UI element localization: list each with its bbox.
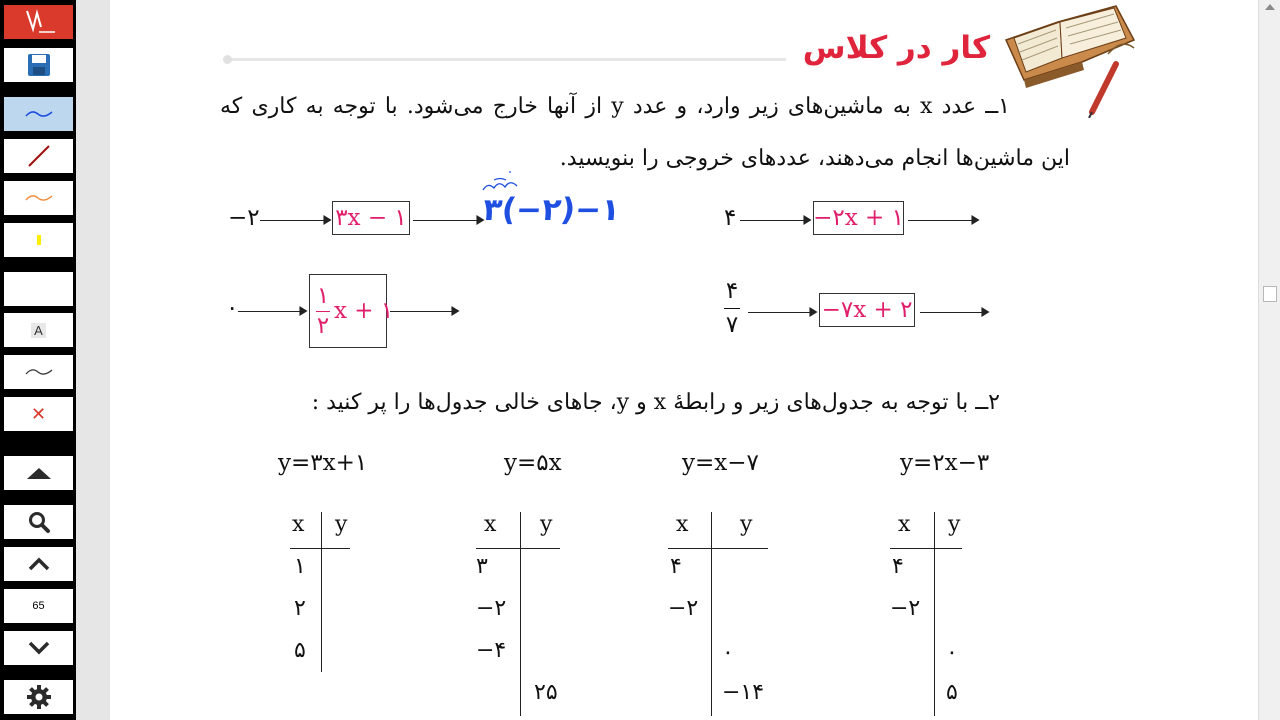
banner-title: کار در کلاس bbox=[802, 30, 990, 66]
table3-x-0: ۴ bbox=[670, 554, 682, 579]
table1-header-rule bbox=[290, 548, 350, 549]
table2-header-y: y bbox=[540, 512, 553, 537]
book-page bbox=[110, 0, 1258, 720]
table3-equation: y=x−۷ bbox=[682, 450, 759, 476]
table2-x-1: −۲ bbox=[476, 596, 507, 621]
machine4-input-num: ۴ bbox=[725, 278, 739, 304]
machine3-arrow-out bbox=[390, 311, 458, 312]
table4-y-3: ۵ bbox=[946, 680, 958, 705]
table4-header-x: x bbox=[898, 512, 911, 537]
blue-squiggle-icon bbox=[24, 106, 54, 122]
table2-y-3: ۲۵ bbox=[534, 680, 558, 705]
freehand-pen-gray-button[interactable] bbox=[4, 355, 73, 389]
machine2-input: ۴ bbox=[724, 205, 737, 231]
table2-x-0: ۳ bbox=[476, 554, 488, 579]
table2-header-rule bbox=[476, 548, 560, 549]
gray-squiggle-icon bbox=[24, 364, 54, 380]
table4-y-2: ۰ bbox=[946, 640, 958, 665]
text-highlight-icon: A bbox=[31, 323, 46, 338]
scroll-thumb[interactable] bbox=[1263, 286, 1277, 302]
machine1-input: −۲ bbox=[228, 205, 260, 231]
table4-x-0: ۴ bbox=[892, 554, 904, 579]
table1-divider bbox=[321, 512, 322, 672]
chevron-up-icon bbox=[27, 556, 51, 572]
machine4-input-bar bbox=[724, 308, 740, 309]
table1-header-y: y bbox=[335, 512, 348, 537]
table4-x-1: −۲ bbox=[890, 596, 921, 621]
machine4-box: −۷x + ۲ bbox=[819, 293, 915, 327]
pen-tool-icon[interactable] bbox=[4, 5, 73, 39]
next-page-button[interactable] bbox=[4, 631, 73, 665]
table3-x-1: −۲ bbox=[668, 596, 699, 621]
vertical-scrollbar[interactable] bbox=[1258, 0, 1280, 720]
machine4-arrow-out bbox=[920, 312, 988, 313]
triangle-up-icon bbox=[26, 466, 52, 480]
search-icon bbox=[27, 510, 51, 534]
scroll-up-icon[interactable] bbox=[1265, 4, 1275, 10]
machine4-arrow-in bbox=[748, 312, 816, 313]
table1-header-x: x bbox=[292, 512, 305, 537]
chevron-down-icon bbox=[27, 640, 51, 656]
text-highlight-button[interactable] bbox=[4, 313, 73, 347]
machine3-fraction bbox=[316, 282, 330, 339]
machine3-fraction-num: ۱ bbox=[316, 282, 330, 309]
q1-text-line2: این ماشین‌ها انجام می‌دهند، عددهای خروجی را بنویسید. bbox=[559, 146, 1070, 171]
machine3-fraction-bar bbox=[316, 311, 330, 312]
freehand-pen-orange-button[interactable] bbox=[4, 181, 73, 215]
table4-header-y: y bbox=[948, 512, 961, 537]
table4-divider bbox=[934, 512, 935, 716]
table3-header-x: x bbox=[676, 512, 689, 537]
table3-header-y: y bbox=[740, 512, 753, 537]
machine2-box: −۲x + ۱ bbox=[813, 201, 904, 235]
banner-rule bbox=[226, 58, 786, 61]
page-number: 65 bbox=[32, 600, 45, 612]
table1-x-2: ۵ bbox=[294, 638, 306, 663]
machine3-formula-rest: x + ۱ bbox=[334, 298, 394, 324]
open-book-icon bbox=[996, 0, 1136, 118]
table3-header-rule bbox=[668, 548, 768, 549]
save-icon bbox=[26, 52, 52, 78]
close-icon: ✕ bbox=[30, 403, 47, 425]
machine3-input: ۰ bbox=[226, 295, 239, 321]
banner-rule-dot bbox=[223, 55, 232, 64]
table1-x-0: ۱ bbox=[294, 554, 306, 579]
search-button[interactable] bbox=[4, 505, 73, 539]
eraser-button[interactable] bbox=[4, 272, 73, 306]
machine2-arrow-out bbox=[908, 220, 978, 221]
table3-y-2: ۰ bbox=[722, 640, 734, 665]
orange-squiggle-icon bbox=[24, 190, 54, 206]
red-line-icon bbox=[24, 143, 54, 169]
table2-equation: y=۵x bbox=[504, 450, 562, 476]
machine1-box: ۳x − ۱ bbox=[332, 201, 410, 235]
machine1-arrow-out bbox=[413, 220, 483, 221]
table4-header-rule bbox=[890, 548, 962, 549]
machine3-arrow-in bbox=[238, 311, 306, 312]
table4-equation: y=۲x−۳ bbox=[900, 450, 990, 476]
settings-button[interactable] bbox=[4, 680, 73, 714]
clear-annotations-button[interactable] bbox=[4, 397, 73, 431]
handwritten-scribble bbox=[480, 168, 540, 194]
machine2-arrow-in bbox=[740, 220, 810, 221]
go-top-button[interactable] bbox=[4, 456, 73, 490]
machine4-input-den: ۷ bbox=[725, 312, 739, 338]
annotation-toolbar bbox=[0, 0, 76, 720]
line-tool-button[interactable] bbox=[4, 139, 73, 173]
q2-title: ۲ــ با توجه به جدول‌های زیر و رابطهٔ x و y، جاهای خالی جدول‌ها را پر کنید : bbox=[311, 390, 1000, 415]
table2-divider bbox=[520, 512, 521, 716]
left-gutter bbox=[76, 0, 110, 720]
previous-page-button[interactable] bbox=[4, 547, 73, 581]
save-button[interactable] bbox=[4, 48, 73, 82]
q1-text-line1: ۱ــ عدد x به ماشین‌های زیر وارد، و عدد y از آنها خارج می‌شود. با توجه به کاری که bbox=[220, 94, 1010, 119]
table2-x-2: −۴ bbox=[476, 638, 507, 663]
freehand-pen-blue-button[interactable] bbox=[4, 97, 73, 131]
machine4-input bbox=[724, 280, 740, 337]
table1-equation: y=۳x+۱ bbox=[278, 450, 368, 476]
machine3-fraction-den: ۲ bbox=[316, 312, 330, 339]
pen-logo-icon bbox=[19, 7, 59, 37]
handwritten-answer: ۳(−۲)−۱ bbox=[481, 192, 622, 228]
table3-y-3: −۱۴ bbox=[722, 680, 765, 705]
table3-divider bbox=[711, 512, 712, 716]
table1-x-1: ۲ bbox=[294, 596, 306, 621]
machine1-arrow-in bbox=[260, 220, 330, 221]
table2-header-x: x bbox=[484, 512, 497, 537]
page-number-field[interactable] bbox=[4, 589, 73, 623]
machine3-box bbox=[309, 274, 394, 348]
yellow-marker-icon bbox=[34, 233, 44, 247]
highlighter-yellow-button[interactable] bbox=[4, 223, 73, 257]
gear-icon bbox=[26, 684, 52, 710]
